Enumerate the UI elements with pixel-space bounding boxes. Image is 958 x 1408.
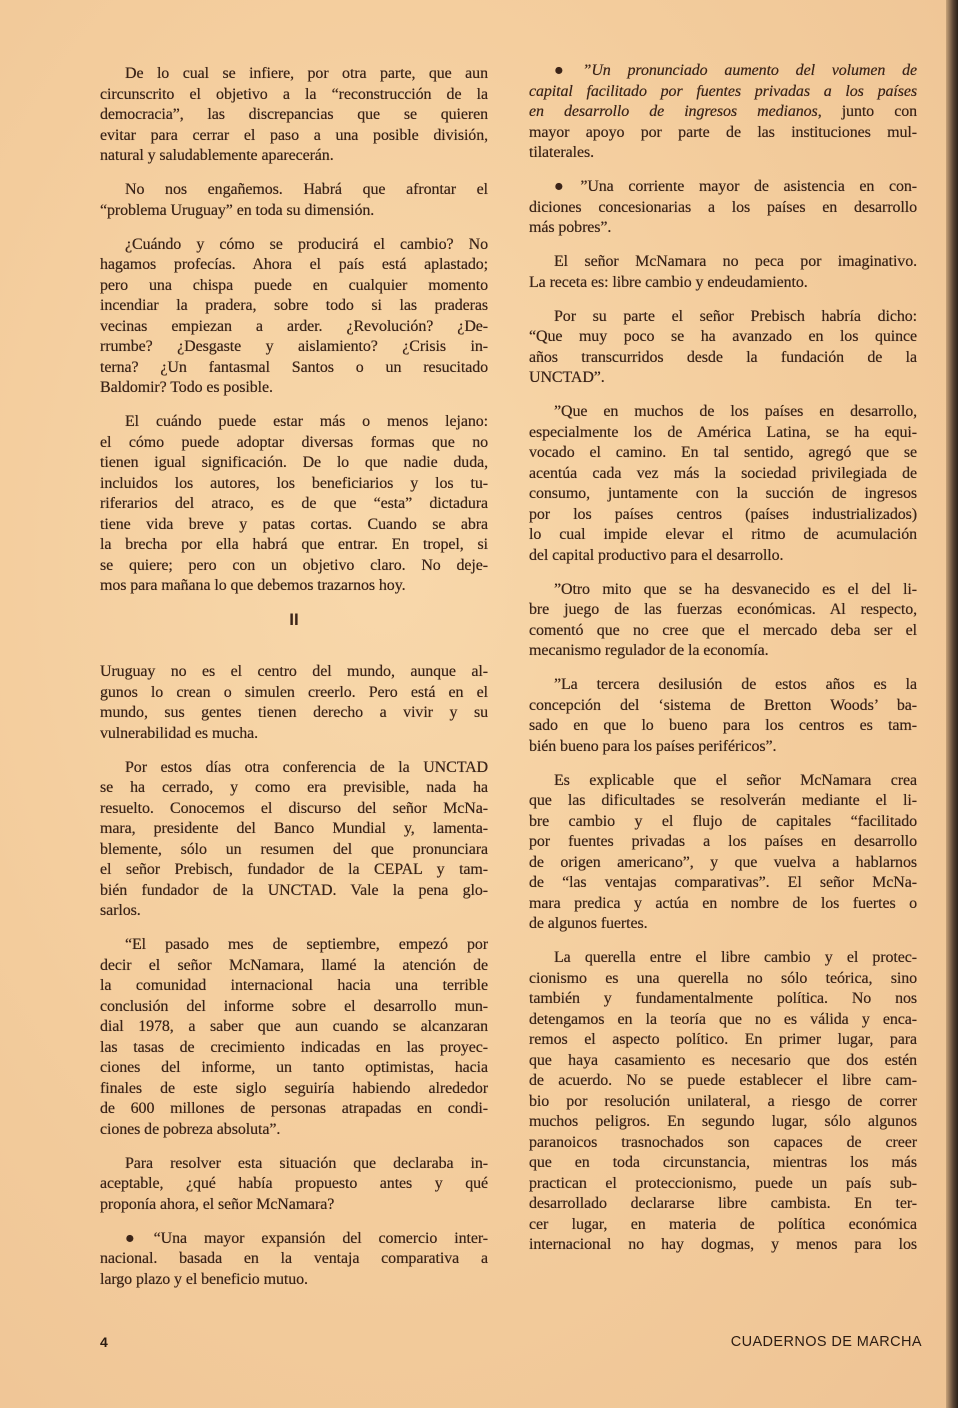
text-line [100,1038,488,1059]
text-line [529,791,917,812]
text-line [100,860,488,881]
text-line [529,327,917,348]
text-line [100,474,488,495]
text-line [529,402,917,423]
paragraph [529,307,917,389]
text-line [529,1153,917,1174]
line-text: internacional no hay dogmas, y menos para los [529,1236,917,1253]
line-text: dial 1978, a saber que aun cuando se alcanzaran [100,1018,488,1035]
text-line [100,1249,488,1270]
line-text: largo plazo y el beneficio mutuo. [100,1270,308,1288]
text-line [529,143,917,164]
text-line [529,696,917,717]
line-text: vocado el camino. En tal sentido, agregó que se [529,444,917,461]
paragraph [100,662,488,744]
line-text: ”Que en muchos de los países en desarrollo, [554,403,917,420]
line-text: tiene vida breve y patas cortas. Cuando se abra [100,515,488,533]
line-text: incluidos los autores, los beneficiarios y los tu- [100,474,488,492]
text-line [100,724,488,745]
line-text: el señor Prebisch, fundador de la CEPAL y tam- [100,861,488,878]
line-text: sado en que lo bueno para los centros es tam- [529,717,917,734]
text-line [529,273,917,294]
text-line [529,989,917,1010]
bullet-icon: ● [125,1229,148,1247]
line-text: del capital productivo para el desarrollo. [529,546,784,564]
text-line [100,1017,488,1038]
text-line [100,1195,488,1216]
line-text: Es explicable que el señor McNamara crea [554,771,917,789]
text-line [529,580,917,601]
line-text: resuelto. Conocemos el discurso del señor McNa- [100,799,488,817]
text-line [100,126,488,147]
text-line [529,123,917,144]
line-text: La receta es: libre cambio y endeudamiento. [529,273,808,291]
line-text: UNCTAD”. [529,369,605,386]
line-text: que las dificultades se resolverán mediante el li- [529,792,917,809]
text-line [529,307,917,328]
text-line [100,105,488,126]
text-line [100,976,488,997]
text-line [100,378,488,399]
line-text: ”Una corriente mayor de asistencia en con- [580,178,917,195]
line-text: blemente, sólo un resumen del que pronunciara [100,840,488,858]
line-text: , junto con [817,103,917,120]
line-text: de algunos fuertes. [529,915,648,932]
text-line [100,1120,488,1141]
text-line [100,758,488,779]
text-line [100,1174,488,1195]
text-line [529,1194,917,1215]
text-line [529,894,917,915]
text-line [100,901,488,922]
italic-text: en desarrollo de ingresos medianos [529,103,818,120]
line-text: tilaterales. [529,144,594,161]
line-text: mara, presidente del Banco Mundial y, lamenta- [100,820,488,837]
text-line [100,1079,488,1100]
text-line [529,423,917,444]
text-line [529,1235,917,1256]
text-line [529,948,917,969]
text-line [529,218,917,239]
paragraph [529,580,917,662]
publication-name: CUADERNOS DE MARCHA [730,1334,922,1350]
line-text: vulnerabilidad es mucha. [100,724,258,742]
line-text: se quiere; pero con un objetivo claro. No deje- [100,556,488,574]
line-text: también y fundamentalmente política. No nos [529,990,917,1007]
text-line [100,662,488,683]
bullet-icon: ● [554,178,575,195]
line-text: “problema Uruguay” en toda su dimensión. [100,201,375,219]
text-line [100,515,488,536]
text-line [529,969,917,990]
line-text: gunos lo crean o simulen creerlo. Pero está en el [100,683,488,701]
text-line [100,956,488,977]
line-text: muchos peligros. En segundo lugar, sólo algunos [529,1113,917,1130]
line-text: más pobres”. [529,219,612,236]
paragraph [100,235,488,399]
line-text: riferarios del atraco, es de que “esta” dictadura [100,495,488,512]
line-text: ”La tercera desilusión de estos años es la [554,676,917,693]
text-line [529,1051,917,1072]
line-text: rrumbe? ¿Desgaste y aislamiento? ¿Crisis in- [100,338,488,355]
text-line [100,146,488,167]
line-text: mecanismo regulador de la economía. [529,642,769,659]
line-text: Para resolver esta situación que declaraba in- [125,1154,488,1172]
text-line [529,1112,917,1133]
line-text: pero una chispa puede en cualquier momento [100,276,488,294]
text-line [100,840,488,861]
line-text: ciones del informe, un tanto optimistas, hacia [100,1059,488,1076]
text-line [100,881,488,902]
line-text: las tasas de crecimiento indicadas en las proyec- [100,1038,488,1056]
line-text: hagamos profecías. Ahora el país está aplastado; [100,256,488,273]
line-text: “Una mayor expansión del comercio inter- [153,1229,488,1247]
line-text: tienen igual significación. De lo que nadie duda, [100,454,488,471]
line-text: bién fundador de la UNCTAD. Vale la pena glo- [100,881,488,899]
text-line [529,1071,917,1092]
text-line [100,85,488,106]
text-line [529,464,917,485]
text-line [529,832,917,853]
text-line [100,412,488,433]
paragraph [100,758,488,922]
line-text: vecinas empiezan a arder. ¿Revolución? ¿De- [100,317,488,335]
line-text: cer lugar, en materia de política económica [529,1215,917,1233]
line-text: aceptable, ¿qué había propuesto antes y qué [100,1175,488,1192]
text-line [100,494,488,515]
paragraph [100,64,488,167]
text-line [100,358,488,379]
line-text: de acuerdo. No se puede establecer el libre cam- [529,1072,917,1089]
text-line [100,201,488,222]
text-line [100,576,488,597]
text-line [529,102,917,123]
text-line [529,1174,917,1195]
bullet-icon: ● [554,62,577,79]
text-line [100,180,488,201]
text-line [529,546,917,567]
text-line [100,703,488,724]
paragraph [529,675,917,757]
line-text: la brecha por ella habrá que entrar. En tropel, si [100,536,488,553]
text-line [529,812,917,833]
text-line [529,443,917,464]
text-line [529,641,917,662]
line-text: nacional. basada en la ventaja comparativa a [100,1250,488,1267]
line-text: evitar para cerrar el paso a una posible división, [100,126,488,144]
line-text: proponía ahora, el señor McNamara? [100,1195,335,1213]
text-line [100,1270,488,1291]
line-text: de “las ventajas comparativas”. El señor McNa- [529,874,917,891]
line-text: La querella entre el libre cambio y el protec- [554,949,917,966]
line-text: bién bueno para los países periféricos”. [529,737,777,755]
right-column [529,61,917,1269]
line-text: años transcurridos desde la fundación de la [529,348,917,366]
line-text: acentúa cada vez más la sociedad privilegiada de [529,464,917,482]
paragraph [100,412,488,597]
line-text: ”Otro mito que se ha desvanecido es el del li- [554,580,917,598]
text-line [100,1154,488,1175]
italic-text: capital facilitado por fuentes privadas a los países [529,82,917,100]
line-text: practican el proteccionismo, puede un país sub- [529,1174,917,1192]
line-text: que haya casamiento es necesario que dos estén [529,1051,917,1069]
text-line [529,82,917,103]
line-text: remos el aspecto político. En primer lugar, para [529,1031,917,1048]
section-heading: II [289,610,299,629]
paragraph [529,402,917,566]
bullet-paragraph [529,61,917,164]
text-line [529,1030,917,1051]
paragraphs-after-section [100,662,488,1290]
line-text: de 600 millones de personas atrapadas en condi- [100,1100,488,1117]
line-text: El cuándo puede estar más o menos lejano: [125,413,488,430]
line-text: Por su parte el señor Prebisch habría dicho: [554,307,917,325]
paragraph [529,771,917,935]
text-line [529,914,917,935]
text-line [529,61,917,82]
line-text: de origen americano”, y que vuelva a hablarnos [529,853,917,871]
paragraph [100,1154,488,1216]
line-text: diciones concesionarias a los países en desarrollo [529,198,917,216]
paragraph [529,948,917,1256]
line-text: Uruguay no es el centro del mundo, aunque al- [100,663,488,680]
right-paragraphs [529,61,917,1256]
line-text: incendiar la pradera, sobre todo si las praderas [100,297,488,314]
italic-text: ”Un pronunciado aumento del volumen de [582,62,917,79]
text-line [100,799,488,820]
scan-edge [946,0,958,1408]
paragraph [100,180,488,221]
line-text: ¿Cuándo y cómo se producirá el cambio? No [125,235,488,253]
text-line [529,198,917,219]
line-text: la comunidad internacional hacia una terrible [100,977,488,994]
line-text: paranoicos trasnochados son capaces de creer [529,1133,917,1151]
text-line [100,1058,488,1079]
line-text: conclusión del informe sobre el desarrollo mun- [100,997,488,1015]
text-line [100,535,488,556]
line-text: que en toda circunstancia, mientras los más [529,1154,917,1171]
line-text: el cómo puede adoptar diversas formas que no [100,433,488,451]
text-line [100,556,488,577]
page-number: 4 [100,1334,108,1350]
line-text: finales de este siglo seguiría habiendo alrededor [100,1079,488,1097]
line-text: lo cual impide elevar el ritmo de acumulación [529,526,917,543]
text-line [100,778,488,799]
line-text: bre cambio y el flujo de capitales “facilitado [529,812,917,830]
line-text: decir el señor McNamara, llamé la atención de [100,956,488,974]
line-text: No nos engañemos. Habrá que afrontar el [125,181,488,198]
line-text: mara predica y actúa en nombre de los fuertes o [529,894,917,912]
line-text: Baldomir? Todo es posible. [100,379,273,396]
text-line [100,64,488,85]
line-text: mos para mañana lo que debemos trazarnos hoy. [100,577,406,594]
text-line [529,348,917,369]
text-line [529,771,917,792]
text-line [529,484,917,505]
line-text: “El pasado mes de septiembre, empezó por [125,936,488,953]
text-line [100,1099,488,1120]
line-text: cionismo es una querella no sólo teórica, sino [529,969,917,987]
text-line [529,1010,917,1031]
line-text: El señor McNamara no peca por imaginativo. [554,253,917,270]
line-text: consumo, juntamente con la succión de ingresos [529,485,917,502]
text-line [529,1092,917,1113]
text-line [100,433,488,454]
line-text: por los países centros (países industrializados) [529,505,917,523]
text-line [529,600,917,621]
text-line [529,621,917,642]
text-line [100,255,488,276]
paragraphs-before-section [100,64,488,597]
line-text: mundo, sus gentes tienen derecho a vivir y su [100,704,488,721]
line-text: democracia”, las discrepancias que se quieren [100,106,488,123]
text-line [529,873,917,894]
line-text: ciones de pobreza absoluta”. [100,1120,281,1138]
line-text: especialmente los de América Latina, se ha equi- [529,423,917,441]
line-text: por fuentes privadas a los países en desarrollo [529,833,917,850]
text-line [100,317,488,338]
line-text: desarrollado declararse libre cambista. En ter- [529,1195,917,1212]
text-line [529,177,917,198]
text-line [529,853,917,874]
line-text: natural y saludablemente aparecerán. [100,147,334,164]
paragraph [529,252,917,293]
line-text: De lo cual se infiere, por otra parte, que aun [125,65,488,82]
text-line [100,235,488,256]
bullet-paragraph [100,1229,488,1291]
text-line [100,683,488,704]
line-text: sarlos. [100,902,141,919]
text-line [529,1133,917,1154]
line-text: se ha cerrado, y como era previsible, nada ha [100,779,488,796]
line-text: terna? ¿Un fantasmal Santos o un resucitado [100,358,488,376]
text-line [529,368,917,389]
line-text: concepción del ‘sistema de Bretton Woods’ ba- [529,696,917,714]
text-line [100,997,488,1018]
line-text: Por estos días otra conferencia de la UNCTAD [125,758,488,776]
text-line [529,1215,917,1236]
text-line [100,1229,488,1250]
line-text: mayor apoyo por parte de las instituciones mul- [529,123,917,141]
line-text: bre juego de las fuerzas económicas. Al respecto, [529,601,917,618]
text-line [529,252,917,273]
left-column [100,64,488,1304]
text-line [529,505,917,526]
text-line [100,296,488,317]
text-line [100,337,488,358]
text-line [529,737,917,758]
paragraph [100,935,488,1140]
text-line [100,935,488,956]
line-text: comentó que no cree que el mercado deba ser el [529,621,917,639]
line-text: “Que muy poco se ha avanzado en los quince [529,328,917,345]
bullet-paragraph [529,177,917,239]
line-text: circunscrito el objetivo a la “reconstrucción de la [100,85,488,103]
line-text: bio por resolución unilateral, a riesgo de correr [529,1092,917,1110]
text-line [100,819,488,840]
text-line [529,675,917,696]
line-text: detengamos en la teoría que no es válida y enca- [529,1010,917,1028]
text-line [100,453,488,474]
text-line [529,525,917,546]
text-line [100,276,488,297]
text-line [529,716,917,737]
